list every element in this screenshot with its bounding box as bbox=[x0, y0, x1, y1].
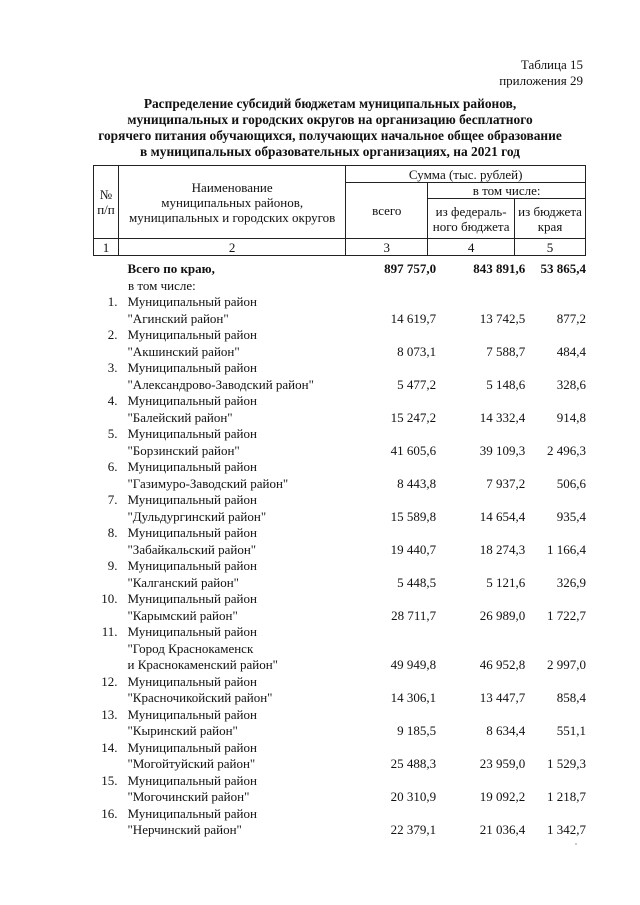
title-line: муниципальных и городских округов на организацию бесплатного bbox=[127, 112, 533, 127]
row-number: 8. bbox=[107, 525, 118, 540]
table-row bbox=[93, 806, 586, 839]
column-number: 1 bbox=[94, 239, 119, 256]
header-including: в том числе: bbox=[428, 183, 586, 199]
district-name bbox=[128, 558, 342, 591]
value-regional: 2 496,3 bbox=[547, 442, 587, 458]
header-regional: из бюджета края bbox=[515, 199, 586, 239]
value-regional: 326,9 bbox=[556, 574, 587, 590]
row-number: 3. bbox=[107, 360, 118, 375]
header-sum: Сумма (тыс. рублей) bbox=[346, 166, 586, 183]
row-number: 1. bbox=[107, 294, 118, 309]
document-title bbox=[80, 96, 580, 160]
district-name-line: Муниципальный район bbox=[127, 739, 257, 755]
table-row bbox=[93, 426, 586, 459]
district-name bbox=[128, 806, 342, 839]
row-number: 10. bbox=[101, 591, 118, 606]
district-name-line: Муниципальный район bbox=[127, 624, 257, 639]
value-federal: 13 447,7 bbox=[479, 690, 526, 705]
district-name-line: Муниципальный район bbox=[127, 673, 257, 689]
table-number: Таблица 15 bbox=[520, 57, 583, 72]
value-regional: 877,2 bbox=[556, 310, 587, 326]
district-name bbox=[128, 426, 342, 459]
value-total: 14 619,7 bbox=[390, 310, 437, 326]
subtotal-label-row bbox=[93, 278, 586, 295]
row-number: 16. bbox=[101, 805, 118, 821]
district-name-line: Муниципальный район bbox=[127, 525, 257, 540]
appendix-number: приложения 29 bbox=[499, 73, 583, 88]
value-federal: 7 937,2 bbox=[486, 475, 526, 491]
district-name bbox=[128, 393, 342, 426]
value-federal: 39 109,3 bbox=[479, 442, 526, 458]
scan-speck bbox=[575, 843, 577, 845]
district-name-line: "Балейский район" bbox=[127, 409, 233, 425]
table-row bbox=[93, 327, 586, 360]
district-name bbox=[128, 740, 342, 773]
district-name-line: "Красночикойский район" bbox=[127, 690, 273, 705]
value-regional: 1 722,7 bbox=[547, 607, 587, 623]
row-number: 5. bbox=[107, 426, 118, 441]
district-name-line: "Агинский район" bbox=[127, 310, 229, 326]
value-total: 5 448,5 bbox=[397, 574, 437, 590]
total-federal: 843 891,6 bbox=[473, 261, 526, 276]
district-name-line: Муниципальный район bbox=[127, 591, 257, 606]
district-name-line: Муниципальный район bbox=[127, 492, 257, 507]
value-regional: 506,6 bbox=[556, 475, 587, 491]
total-row bbox=[93, 261, 586, 278]
value-regional: 484,4 bbox=[556, 343, 587, 359]
value-federal: 7 588,7 bbox=[486, 343, 526, 359]
district-name-line: "Карымский район" bbox=[127, 607, 238, 623]
district-name-line: Муниципальный район bbox=[127, 706, 257, 722]
district-name-line: Муниципальный район bbox=[127, 558, 257, 573]
district-name-line: "Город Краснокаменск bbox=[127, 640, 254, 656]
table-row bbox=[93, 591, 586, 624]
district-name bbox=[128, 674, 342, 707]
district-name bbox=[128, 707, 342, 740]
table-row bbox=[93, 459, 586, 492]
district-name bbox=[128, 294, 342, 327]
value-total: 25 488,3 bbox=[390, 756, 437, 771]
district-name bbox=[128, 327, 342, 360]
value-federal: 5 121,6 bbox=[486, 574, 526, 590]
table-row bbox=[93, 773, 586, 806]
value-total: 15 247,2 bbox=[390, 409, 437, 425]
value-regional: 914,8 bbox=[556, 409, 587, 425]
row-number: 15. bbox=[101, 772, 118, 788]
column-number: 5 bbox=[515, 239, 586, 256]
value-federal: 18 274,3 bbox=[479, 541, 526, 557]
header-number: № п/п bbox=[94, 166, 119, 239]
value-regional: 1 342,7 bbox=[547, 822, 587, 837]
value-regional: 1 529,3 bbox=[547, 756, 587, 771]
total-regional: 53 865,4 bbox=[540, 261, 587, 276]
district-name-line: "Дульдургинский район" bbox=[127, 508, 267, 524]
row-number: 14. bbox=[101, 739, 118, 755]
table-row bbox=[93, 674, 586, 707]
total-label: Всего по краю, bbox=[127, 261, 215, 276]
district-name-line: Муниципальный район bbox=[127, 805, 257, 821]
district-name-line: "Могочинский район" bbox=[127, 789, 250, 804]
value-total: 20 310,9 bbox=[390, 789, 437, 804]
value-regional: 1 166,4 bbox=[547, 541, 587, 557]
value-regional: 551,1 bbox=[556, 723, 587, 738]
total-sum: 897 757,0 bbox=[384, 261, 437, 276]
district-name-line: Муниципальный район bbox=[127, 360, 257, 375]
district-name-line: "Могойтуйский район" bbox=[127, 756, 256, 771]
district-name-line: "Газимуро-Заводский район" bbox=[127, 475, 289, 491]
district-name-line: "Забайкальский район" bbox=[127, 541, 257, 557]
table-row bbox=[93, 707, 586, 740]
value-total: 15 589,8 bbox=[390, 508, 437, 524]
row-number: 6. bbox=[107, 459, 118, 474]
title-line: горячего питания обучающихся, получающих начальное общее образование bbox=[98, 128, 562, 143]
district-name bbox=[128, 492, 342, 525]
row-number: 2. bbox=[107, 327, 118, 342]
value-total: 49 949,8 bbox=[390, 657, 437, 672]
value-regional: 2 997,0 bbox=[547, 657, 587, 672]
table-row bbox=[93, 393, 586, 426]
value-regional: 858,4 bbox=[556, 690, 587, 705]
value-federal: 46 952,8 bbox=[479, 657, 526, 672]
value-total: 22 379,1 bbox=[390, 822, 437, 837]
value-regional: 935,4 bbox=[556, 508, 587, 524]
table-row bbox=[93, 294, 586, 327]
value-total: 19 440,7 bbox=[390, 541, 437, 557]
district-name-line: Муниципальный район bbox=[127, 327, 257, 342]
value-federal: 23 959,0 bbox=[479, 756, 526, 771]
value-federal: 14 332,4 bbox=[479, 409, 526, 425]
district-name-line: "Кыринский район" bbox=[127, 723, 238, 738]
value-federal: 14 654,4 bbox=[479, 508, 526, 524]
table-row bbox=[93, 740, 586, 773]
value-total: 14 306,1 bbox=[390, 690, 437, 705]
value-regional: 1 218,7 bbox=[547, 789, 587, 804]
row-number: 13. bbox=[101, 706, 118, 722]
header-name: Наименование муниципальных районов, муниципальных и городских округов bbox=[118, 166, 345, 239]
district-name-line: "Борзинский район" bbox=[127, 442, 240, 458]
district-name bbox=[128, 525, 342, 558]
district-name-line: "Акшинский район" bbox=[127, 343, 240, 359]
district-name bbox=[128, 459, 342, 492]
value-total: 9 185,5 bbox=[397, 723, 437, 738]
row-number: 4. bbox=[107, 393, 118, 408]
value-federal: 21 036,4 bbox=[479, 822, 526, 837]
value-federal: 13 742,5 bbox=[479, 310, 526, 326]
column-number: 3 bbox=[346, 239, 428, 256]
table-row bbox=[93, 525, 586, 558]
district-name-line: "Калганский район" bbox=[127, 574, 239, 590]
district-name-line: "Нерчинский район" bbox=[127, 822, 242, 837]
value-total: 5 477,2 bbox=[397, 376, 437, 392]
table-row bbox=[93, 492, 586, 525]
value-federal: 8 634,4 bbox=[486, 723, 526, 738]
row-number: 11. bbox=[101, 624, 118, 639]
district-name-line: Муниципальный район bbox=[127, 294, 257, 309]
row-number: 7. bbox=[107, 492, 118, 507]
value-regional: 328,6 bbox=[556, 376, 587, 392]
table-reference bbox=[499, 57, 583, 89]
table-row bbox=[93, 624, 586, 674]
district-name-line: Муниципальный район bbox=[127, 426, 257, 441]
table-body bbox=[93, 261, 586, 839]
district-name-line: Муниципальный район bbox=[127, 393, 257, 408]
header-total: всего bbox=[346, 183, 428, 239]
district-name-line: и Краснокаменский район" bbox=[127, 657, 278, 672]
table-header bbox=[93, 165, 586, 256]
title-line: в муниципальных образовательных организациях, на 2021 год bbox=[140, 144, 520, 159]
value-total: 8 443,8 bbox=[397, 475, 437, 491]
title-line: Распределение субсидий бюджетам муниципальных районов, bbox=[143, 96, 517, 111]
including-label: в том числе: bbox=[128, 277, 196, 293]
column-number: 2 bbox=[118, 239, 345, 256]
value-total: 41 605,6 bbox=[390, 442, 437, 458]
value-total: 28 711,7 bbox=[391, 607, 437, 623]
district-rows bbox=[93, 294, 586, 839]
table-row bbox=[93, 360, 586, 393]
row-number: 12. bbox=[101, 673, 118, 689]
value-federal: 26 989,0 bbox=[479, 607, 526, 623]
value-total: 8 073,1 bbox=[397, 343, 437, 359]
district-name bbox=[128, 360, 342, 393]
value-federal: 5 148,6 bbox=[486, 376, 526, 392]
value-federal: 19 092,2 bbox=[479, 789, 526, 804]
header-federal: из федераль- ного бюджета bbox=[428, 199, 515, 239]
district-name bbox=[128, 591, 342, 624]
district-name-line: Муниципальный район bbox=[127, 459, 257, 474]
district-name bbox=[128, 773, 342, 806]
district-name-line: "Александрово-Заводский район" bbox=[127, 376, 314, 392]
row-number: 9. bbox=[107, 558, 118, 573]
district-name bbox=[128, 624, 342, 674]
district-name-line: Муниципальный район bbox=[127, 772, 257, 788]
column-number: 4 bbox=[428, 239, 515, 256]
table-row bbox=[93, 558, 586, 591]
